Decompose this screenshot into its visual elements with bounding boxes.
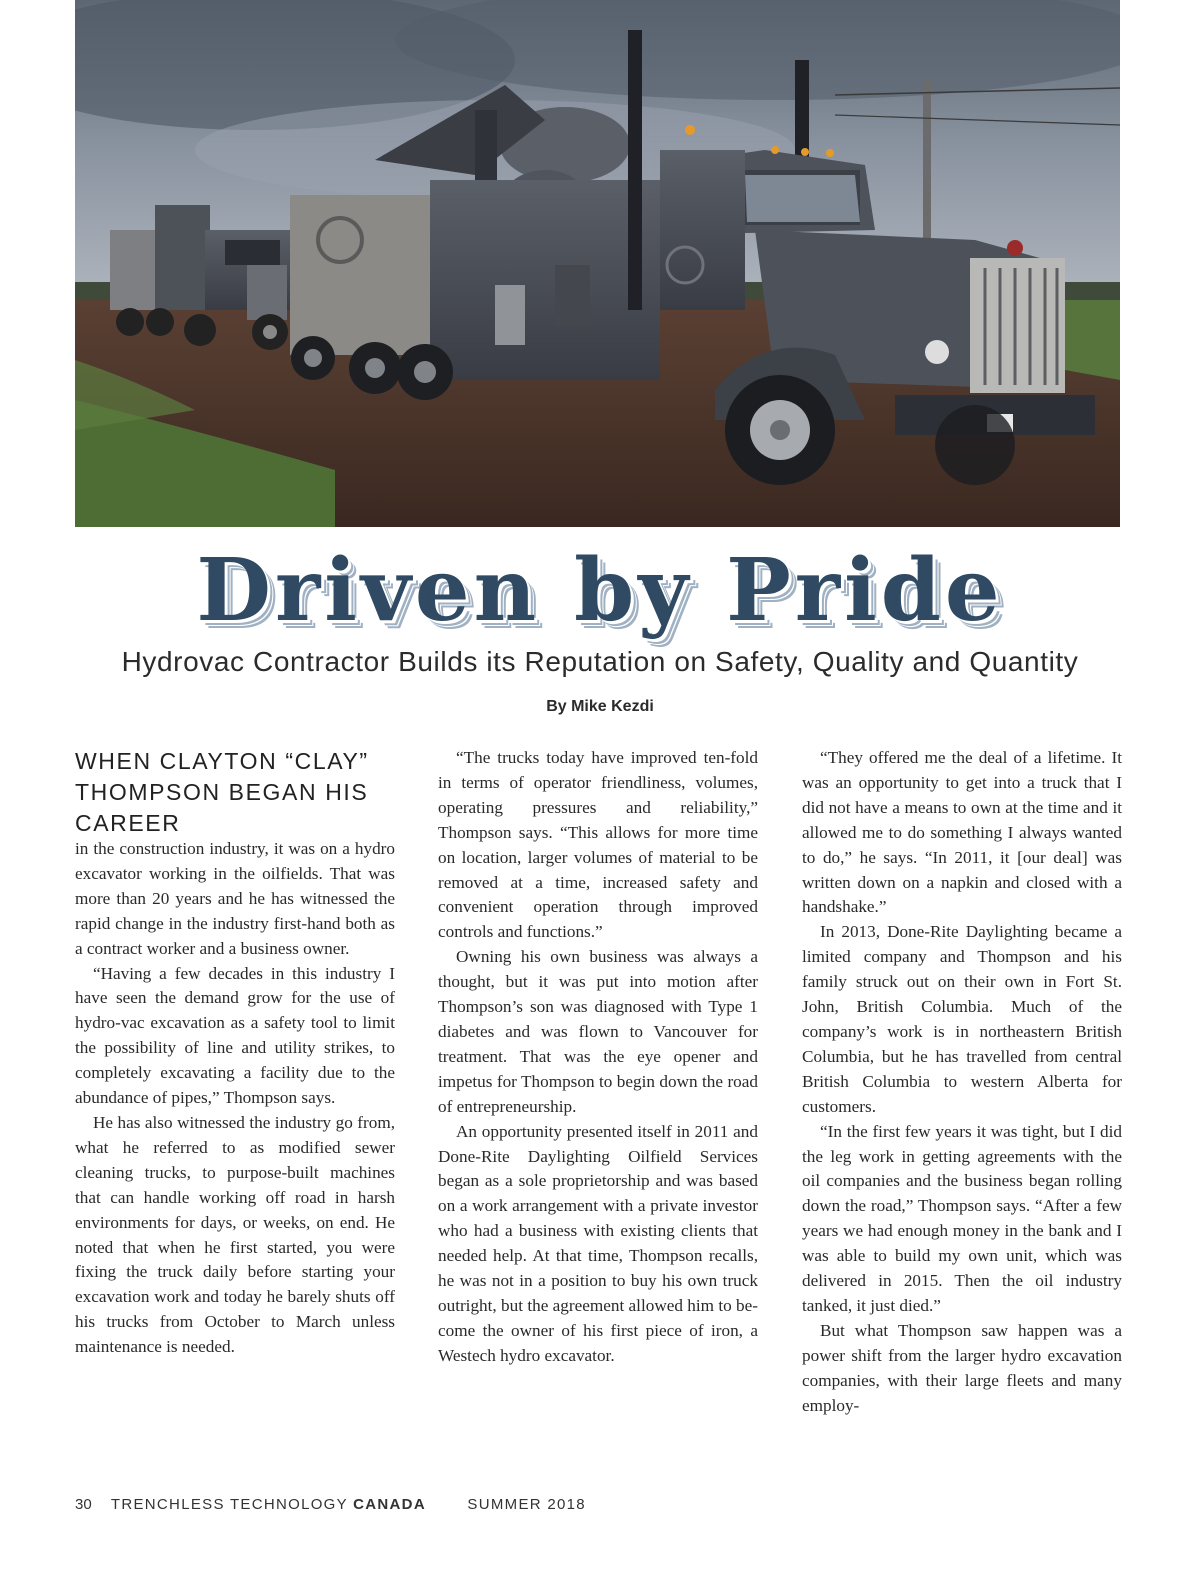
page-footer [75, 1496, 586, 1513]
paragraph: He has also witnessed the industry go from, what he referred to as modified sewer cleaning trucks, to purpose-built machines that can handle working off road in harsh environments for days, or weeks, on end. He noted that when he first started, you were fixing the truck daily before starting your excavation work and today he barely shuts off his trucks from October to March unless maintenance is needed. [75, 1112, 395, 1357]
lead-in: WHEN CLAYTON “CLAY” THOMPSON BEGAN HIS CAREER [75, 748, 369, 836]
paragraph: “They offered me the deal of a lifetime. It was an opportunity to get into a truck that I did not have a means to own at the time and it allowed me to do something I always wanted to do,” he says. “In 2011, it [our deal] was written down on a napkin and closed with a handshake.” [802, 748, 1122, 917]
paragraph: In 2013, Done-Rite Daylighting became a limited company and Thompson and his family struck out on their own in Fort St. John, British Columbia. Much of the company’s work is in northeastern British Columbia, but he has travelled from central British Columbia to western Alberta for customers. [802, 922, 1122, 1116]
body-column-3 [802, 746, 1122, 1418]
article-title: Driven by Pride [196, 540, 1004, 641]
hero-photo [75, 0, 1120, 527]
hydrovac-trucks-illustration [75, 0, 1120, 527]
paragraph: “Having a few decades in this industry I have seen the demand grow for the use of hydro-vac excavation as a safety tool to limit the possibility of line and utility strikes, to completely excavating a facility due to the abundance of pipes,” Thompson says. [75, 963, 395, 1108]
paragraph: “The trucks today have improved ten-fold in terms of operator friendliness, volumes, operating pressures and reliability,” Thompson says. “This allows for more time on location, larger volumes of material to be removed at a time, increased safety and convenient operation through improved controls and functions.” [438, 748, 758, 942]
publication-name-bold: CANADA [353, 1496, 426, 1513]
publication-name: TRENCHLESS TECHNOLOGY [110, 1496, 348, 1513]
page-number: 30 [75, 1496, 92, 1513]
paragraph: in the construction industry, it was on a hydro excavator working in the oilfields. That was more than 20 years and he has witnessed the rapid change in the industry first-hand both as a contract worker and a business owner. [75, 839, 395, 958]
paragraph: But what Thompson saw happen was a power shift from the larger hydro excavation companies, with their large fleets and many employ- [802, 1320, 1122, 1415]
paragraph: An opportunity presented itself in 2011 and Done-Rite Daylighting Oilfield Services began as a sole proprietorship and was based on a work arrangement with a private investor who had a business with existing clients that needed help. At that time, Thompson recalls, he was not in a position to buy his own truck outright, but the agreement allowed him to become the owner of his first piece of iron, a Westech hydro excavator. [438, 1121, 758, 1365]
body-column-1 [75, 746, 395, 1360]
issue-date: SUMMER 2018 [467, 1496, 586, 1513]
body-column-2 [438, 746, 758, 1369]
byline: By Mike Kezdi [546, 698, 654, 715]
article-subtitle: Hydrovac Contractor Builds its Reputation on Safety, Quality and Quantity [121, 646, 1079, 677]
paragraph: “In the first few years it was tight, but I did the leg work in getting agreements with the oil companies and the business began rolling down the road,” Thompson says. “After a few years we had enough money in the bank and I was able to build my own unit, which was delivered in 2015. Then the oil industry tanked, it just died.” [802, 1121, 1122, 1315]
paragraph: Owning his own business was always a thought, but it was put into motion after Thompson’s son was diagnosed with Type 1 diabetes and was flown to Vancouver for treatment. That was the eye opener and impetus for Thompson to begin down the road of entrepreneurship. [438, 947, 758, 1116]
